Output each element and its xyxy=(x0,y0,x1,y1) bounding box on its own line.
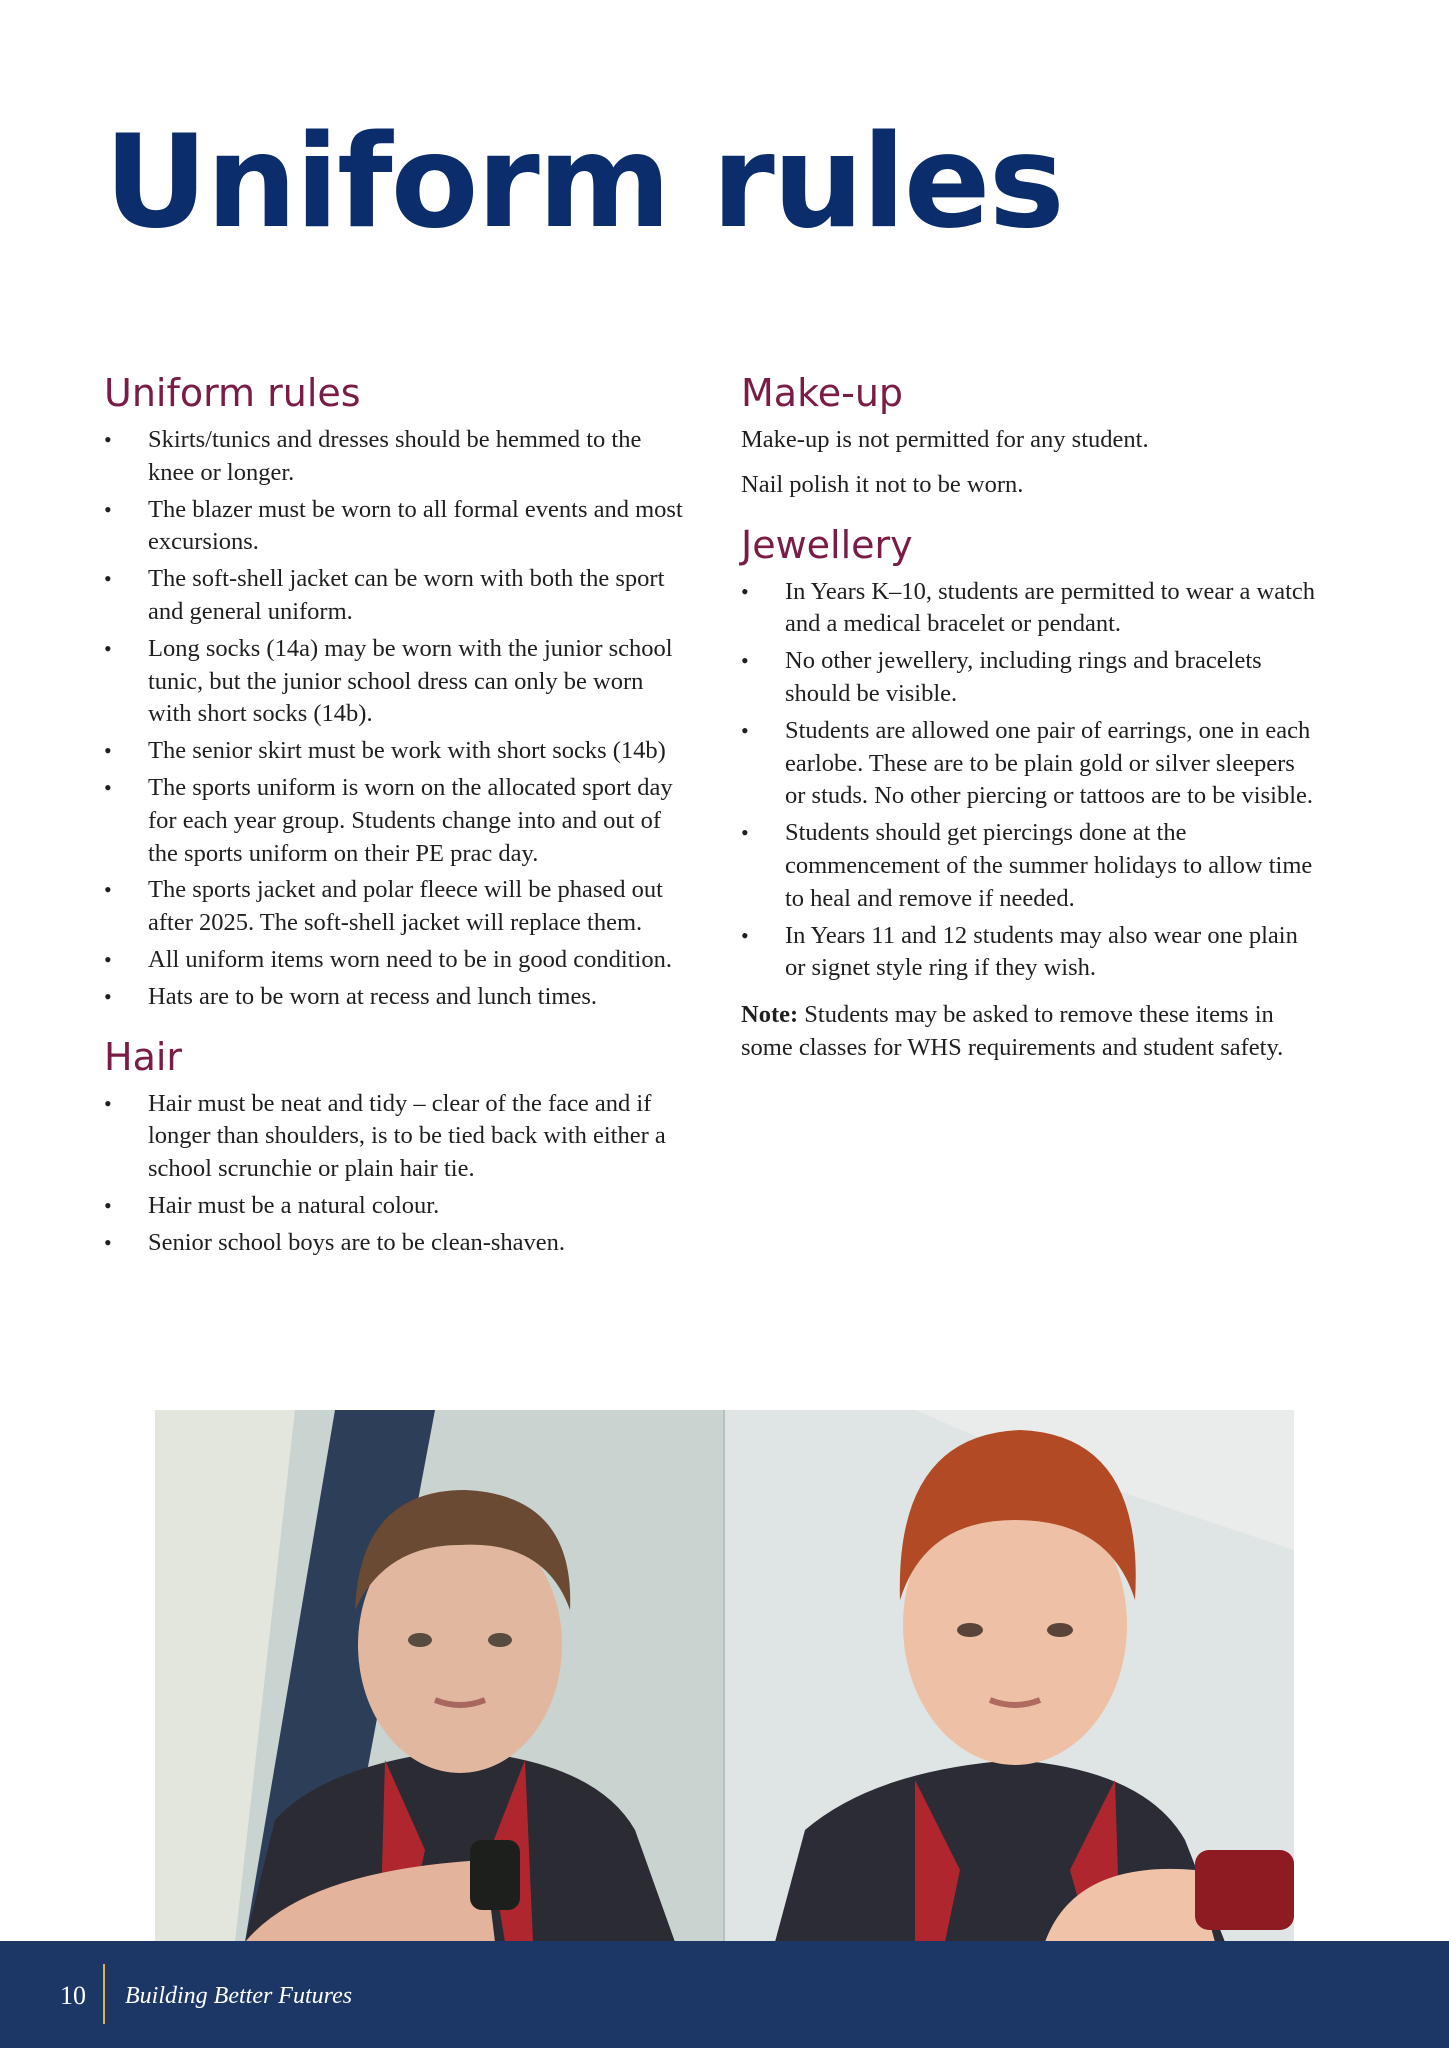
uniform-rules-heading: Uniform rules xyxy=(104,371,361,415)
right-column xyxy=(741,368,1321,1077)
list-item: • In Years K–10, students are permitted to wear a watch and a medical bracelet or pendant. xyxy=(741,576,1321,642)
list-item: • No other jewellery, including rings and bracelets should be visible. xyxy=(741,645,1321,711)
left-column xyxy=(104,368,684,1264)
list-item: • All uniform items worn need to be in good condition. xyxy=(104,944,684,977)
nail-polish-paragraph: Nail polish it not to be worn. xyxy=(741,470,1024,498)
list-item: • In Years 11 and 12 students may also wear one plain or signet style ring if they wish. xyxy=(741,920,1321,986)
list-item: • Hats are to be worn at recess and lunch times. xyxy=(104,981,684,1014)
list-item: • The senior skirt must be work with short socks (14b) xyxy=(104,735,684,768)
jewellery-note xyxy=(741,999,1321,1065)
hair-list xyxy=(104,1088,684,1260)
list-item: • The sports jacket and polar fleece will be phased out after 2025. The soft-shell jacket will replace them. xyxy=(104,874,684,940)
students-photo xyxy=(155,1410,1294,1942)
list-item: • Students are allowed one pair of earrings, one in each earlobe. These are to be plain gold or silver sleepers or studs. No other piercing or tattoos are to be visible. xyxy=(741,715,1321,813)
uniform-rules-list xyxy=(104,424,684,1014)
list-item: • Students should get piercings done at the commencement of the summer holidays to allow time to heal and remove if needed. xyxy=(741,817,1321,915)
jewellery-heading: Jewellery xyxy=(741,522,913,567)
list-item: • Hair must be neat and tidy – clear of the face and if longer than shoulders, is to be tied back with either a school scrunchie or plain hair tie. xyxy=(104,1088,684,1186)
list-item: • Senior school boys are to be clean-shaven. xyxy=(104,1227,684,1260)
page-title: Uniform rules xyxy=(104,108,1063,257)
jewellery-list xyxy=(741,576,1321,986)
footer-tagline: Building Better Futures xyxy=(125,1983,353,2009)
note-label: Note: xyxy=(741,1001,799,1029)
hair-heading: Hair xyxy=(104,1034,183,1079)
makeup-heading: Make-up xyxy=(741,371,904,415)
makeup-paragraph: Make-up is not permitted for any student. xyxy=(741,426,1149,453)
page-number: 10 xyxy=(60,1981,86,2010)
list-item: • The sports uniform is worn on the allocated sport day for each year group. Students change into and out of the sports uniform on their PE prac day. xyxy=(104,772,684,870)
note-text: Students may be asked to remove these items in some classes for WHS requirements and student safety. xyxy=(741,1001,1284,1061)
list-item: • Hair must be a natural colour. xyxy=(104,1190,684,1223)
list-item: • The soft-shell jacket can be worn with both the sport and general uniform. xyxy=(104,563,684,629)
list-item: • Skirts/tunics and dresses should be hemmed to the knee or longer. xyxy=(104,424,684,490)
list-item: • Long socks (14a) may be worn with the junior school tunic, but the junior school dress can only be worn with short socks (14b). xyxy=(104,633,684,731)
list-item: • The blazer must be worn to all formal events and most excursions. xyxy=(104,494,684,560)
students-photo-illustration xyxy=(155,1410,1294,1942)
footer-divider xyxy=(103,1964,105,2024)
